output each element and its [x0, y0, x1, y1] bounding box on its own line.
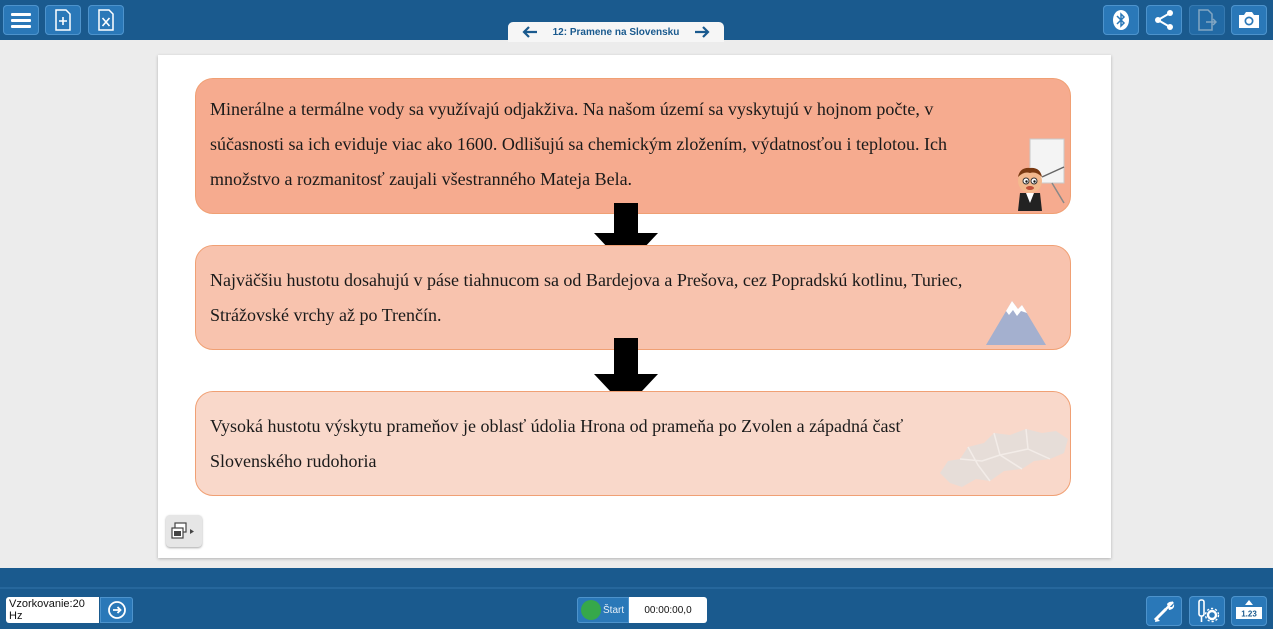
previous-page-button[interactable] [522, 25, 538, 39]
new-file-button[interactable] [45, 5, 81, 35]
text-box-2-text: Najväčšiu hustotu dosahujú v páse tiahnucom sa od Bardejova a Prešova, cez Popradskú kotlinu, Turiec, Strážovské vrchy až po Trenčín. [210, 270, 963, 325]
export-button[interactable] [1189, 5, 1225, 35]
new-file-icon [54, 9, 72, 31]
text-box-1 [195, 78, 1071, 214]
bluetooth-button[interactable] [1103, 5, 1139, 35]
sampling-rate-field[interactable] [6, 597, 99, 623]
page-navigation [508, 22, 724, 42]
slovakia-map-icon [938, 425, 1070, 495]
page-settings-button[interactable] [166, 515, 202, 547]
sampling-rate-button[interactable] [100, 597, 133, 623]
camera-icon [1237, 10, 1261, 30]
share-icon [1153, 9, 1175, 31]
tools-icon [1152, 599, 1176, 623]
display-values-badge: 1.23 [1241, 609, 1257, 619]
content-page [158, 55, 1111, 558]
teacher-illustration [1006, 137, 1070, 218]
next-page-button[interactable] [694, 25, 710, 39]
camera-button[interactable] [1231, 5, 1267, 35]
bluetooth-icon [1111, 9, 1131, 31]
timer-arrow-icon [106, 599, 128, 621]
bottom-toolbar [0, 568, 1273, 629]
arrow-left-icon [522, 26, 538, 38]
sensor-settings-button[interactable] [1189, 596, 1225, 626]
text-box-3-text: Vysoká hustotu výskytu prameňov je oblasť údolia Hrona od prameňa po Zvolen a západná časť Slovenského rudohoria [210, 416, 904, 471]
slovakia-map-illustration [938, 425, 1070, 500]
sensor-settings-icon [1194, 598, 1220, 624]
excel-file-icon [97, 9, 115, 31]
export-icon [1197, 9, 1217, 31]
top-toolbar [0, 0, 1273, 40]
start-indicator-icon [581, 600, 601, 620]
text-box-2 [195, 245, 1071, 350]
mountain-icon [984, 297, 1048, 347]
excel-file-button[interactable] [88, 5, 124, 35]
page-title: 12: Pramene na Slovensku [552, 26, 680, 38]
menu-icon [10, 11, 32, 29]
text-box-1-text: Minerálne a termálne vody sa využívajú odjakživa. Na našom území sa vyskytujú v hojnom počte, v súčasnosti sa ich eviduje viac ako 1600. Odlišujú sa chemickým zložením, výdatnosťou i teplotou. Ich množstvo a rozmanitosť zaujali všestranného Mateja Bela. [210, 99, 948, 189]
mountain-illustration [984, 297, 1048, 352]
display-values-icon [1235, 599, 1263, 623]
start-label: Štart [603, 604, 625, 616]
toolbar-divider [0, 587, 1273, 589]
menu-button[interactable] [3, 5, 39, 35]
teacher-icon [1006, 137, 1070, 213]
sampling-rate-label: Vzorkovanie:20 Hz [9, 598, 85, 622]
tools-button[interactable] [1146, 596, 1182, 626]
display-values-button[interactable] [1231, 596, 1267, 626]
slides-menu-icon [171, 521, 197, 541]
start-button[interactable] [577, 597, 629, 623]
timer-value: 00:00:00,0 [644, 604, 692, 616]
arrow-right-icon [694, 26, 710, 38]
share-button[interactable] [1146, 5, 1182, 35]
timer-display [629, 597, 707, 623]
